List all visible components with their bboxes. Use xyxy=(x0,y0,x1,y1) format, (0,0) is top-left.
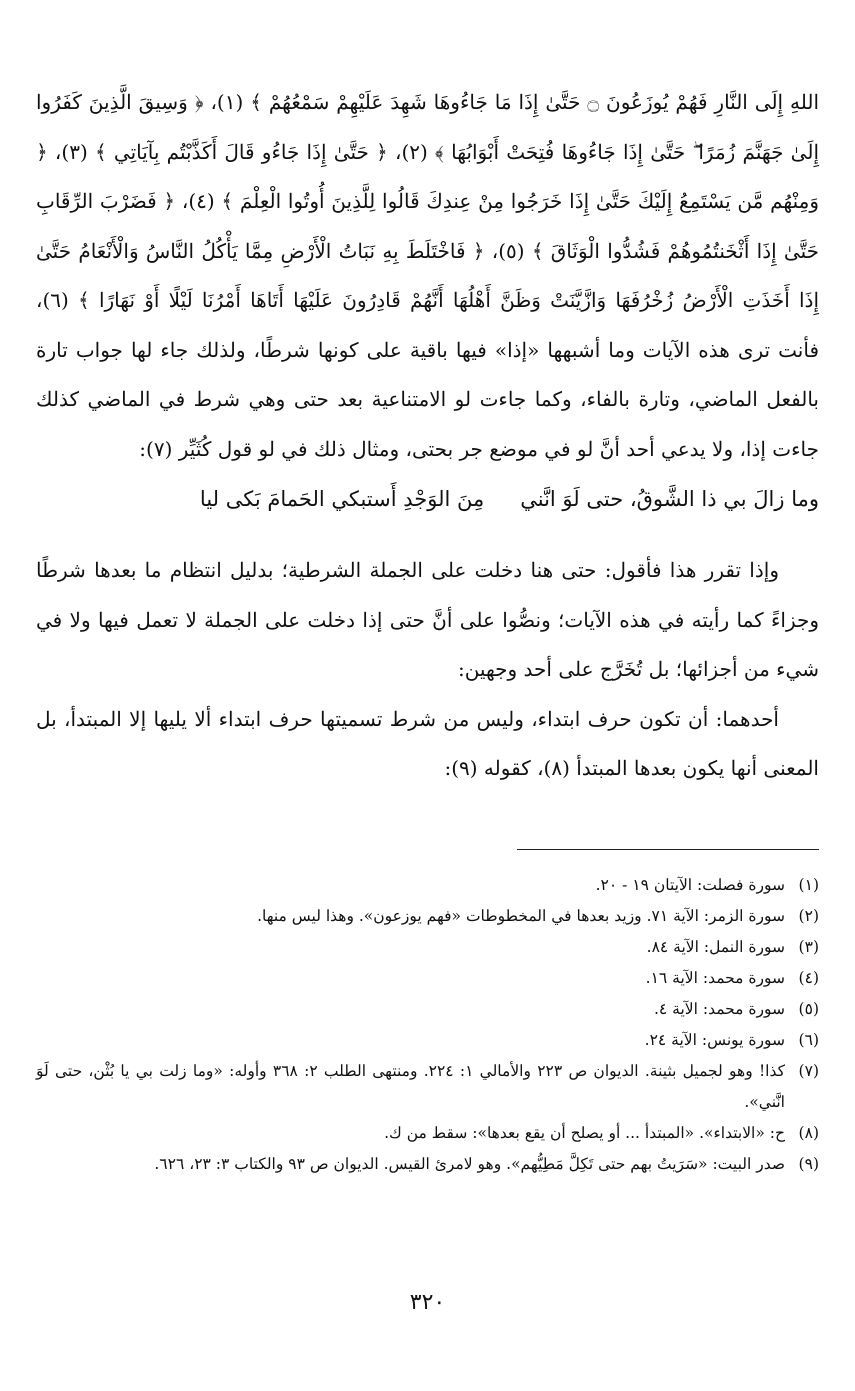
footnote-item xyxy=(36,963,819,994)
footnote-text: سورة محمد: الآية ١٦. xyxy=(645,969,785,987)
body-paragraph-3: أحدهما: أن تكون حرف ابتداء، وليس من شرط تسميتها حرف ابتداء ألا يليها إلا المبتدأ، بل المعنى أنها يكون بعدها المبتدأ (٨)، كقوله (٩): xyxy=(36,706,819,780)
main-text xyxy=(36,78,819,794)
footnote-number: (٨) xyxy=(798,1124,819,1142)
footnote-text: سورة محمد: الآية ٤. xyxy=(653,1000,785,1018)
footnote-number: (٤) xyxy=(798,969,819,987)
footnote-number: (٧) xyxy=(798,1062,819,1080)
footnote-item xyxy=(36,1025,819,1056)
footnote-text: ح: «الابتداء». «المبتدأ ... أو يصلح أن يقع بعدها»: سقط من ك. xyxy=(384,1124,785,1142)
footnote-text: صدر البيت: «سَرَيتُ بهم حتى تَكِلَّ مَطِيُّهم». وهو لامرئ القيس. الديوان ص ٩٣ والكتاب ٣: ٢٣، ٦٢٦. xyxy=(154,1155,785,1173)
footnote-text: سورة النمل: الآية ٨٤. xyxy=(646,938,785,956)
footnote-item xyxy=(36,1118,819,1149)
body-paragraph-2: وإذا تقرر هذا فأقول: حتى هنا دخلت على الجملة الشرطية؛ بدليل انتظام ما بعدها شرطًا وجزاءً كما رأيته في هذه الآيات؛ ونصُّوا على أنَّ حتى إذا دخلت على الجملة لا تعمل فيها ولا في شيء من أجزائها؛ بل تُخَرَّج على أحد وجهين: xyxy=(36,558,819,681)
footnote-item xyxy=(36,1149,819,1180)
footnote-number: (٦) xyxy=(798,1031,819,1049)
footnote-text: سورة يونس: الآية ٢٤. xyxy=(644,1031,785,1049)
footnote-text: سورة الزمر: الآية ٧١. وزيد بعدها في المخطوطات «فهم يوزعون». وهذا ليس منها. xyxy=(257,907,785,925)
footnote-number: (٣) xyxy=(798,938,819,956)
footnote-number: (٥) xyxy=(798,1000,819,1018)
footnote-item xyxy=(36,901,819,932)
footnote-item xyxy=(36,1056,819,1118)
body-paragraph-1: اللهِ إِلَى النَّارِ فَهُمْ يُوزَعُونَ ۝ حَتَّىٰ إِذَا مَا جَاءُوهَا شَهِدَ عَلَيْهِمْ سَمْعُهُمْ ﴾ (١)، ﴿ وَسِيقَ الَّذِينَ كَفَرُوا إِلَىٰ جَهَنَّمَ زُمَرًا ۖ حَتَّىٰ إِذَا جَاءُوهَا فُتِحَتْ أَبْوَابُهَا ﴾ (٢)، ﴿ حَتَّىٰ إِذَا جَاءُو قَالَ أَكَذَّبْتُم بِآيَاتِي ﴾ (٣)، ﴿ وَمِنْهُم مَّن يَسْتَمِعُ إِلَيْكَ حَتَّىٰ إِذَا خَرَجُوا مِنْ عِندِكَ قَالُوا لِلَّذِينَ أُوتُوا الْعِلْمَ ﴾ (٤)، ﴿ فَضَرْبَ الرِّقَابِ حَتَّىٰ إِذَا أَثْخَنتُمُوهُمْ فَشُدُّوا الْوَثَاقَ ﴾ (٥)، ﴿ فَاخْتَلَطَ بِهِ نَبَاتُ الْأَرْضِ مِمَّا يَأْكُلُ النَّاسُ وَالْأَنْعَامُ حَتَّىٰ إِذَا أَخَذَتِ الْأَرْضُ زُخْرُفَهَا وَازَّيَّنَتْ وَظَنَّ أَهْلُهَا أَنَّهُمْ قَادِرُونَ عَلَيْهَا أَتَاهَا أَمْرُنَا لَيْلًا أَوْ نَهَارًا ﴾ (٦)، فأنت ترى هذه الآيات وما أشبهها «إذا» فيها باقية على كونها شرطًا، ولذلك جاء لها جواب تارة بالفعل الماضي، وتارة بالفاء، وكما جاءت لو الامتناعية بعد حتى وهي شرط في الماضي كذلك جاءت إذا، ولا يدعي أحد أنَّ لو في موضع جر بحتى، ومثال ذلك في لو قول كُثَيِّر (٧): xyxy=(36,90,820,461)
verse-second-hemistich: مِنَ الوَجْدِ أَستبكي الحَمامَ بَكى ليا xyxy=(199,487,485,511)
footnote-item xyxy=(36,870,819,901)
page-number: ٣٢٠ xyxy=(409,1290,446,1315)
footnotes-list xyxy=(36,870,819,1180)
footnote-item xyxy=(36,932,819,963)
footnote-number: (١) xyxy=(798,876,819,894)
verse-first-hemistich: وما زالَ بي ذا الشَّوقُ، حتى لَوَ انَّني xyxy=(520,487,819,511)
footnote-divider xyxy=(517,849,819,850)
footnote-number: (٩) xyxy=(798,1155,819,1173)
footnote-text: سورة فصلت: الآيتان ١٩ - ٢٠. xyxy=(595,876,785,894)
footnote-text: كذا! وهو لجميل بثينة. الديوان ص ٢٢٣ والأمالي ١: ٢٢٤. ومنتهى الطلب ٢: ٣٦٨ وأوله: «وما زلت بي يا بُثْن، حتى لَوَ انَّني». xyxy=(36,1062,785,1111)
footnote-number: (٢) xyxy=(798,907,819,925)
footnote-item xyxy=(36,994,819,1025)
poetry-verse xyxy=(36,474,819,524)
